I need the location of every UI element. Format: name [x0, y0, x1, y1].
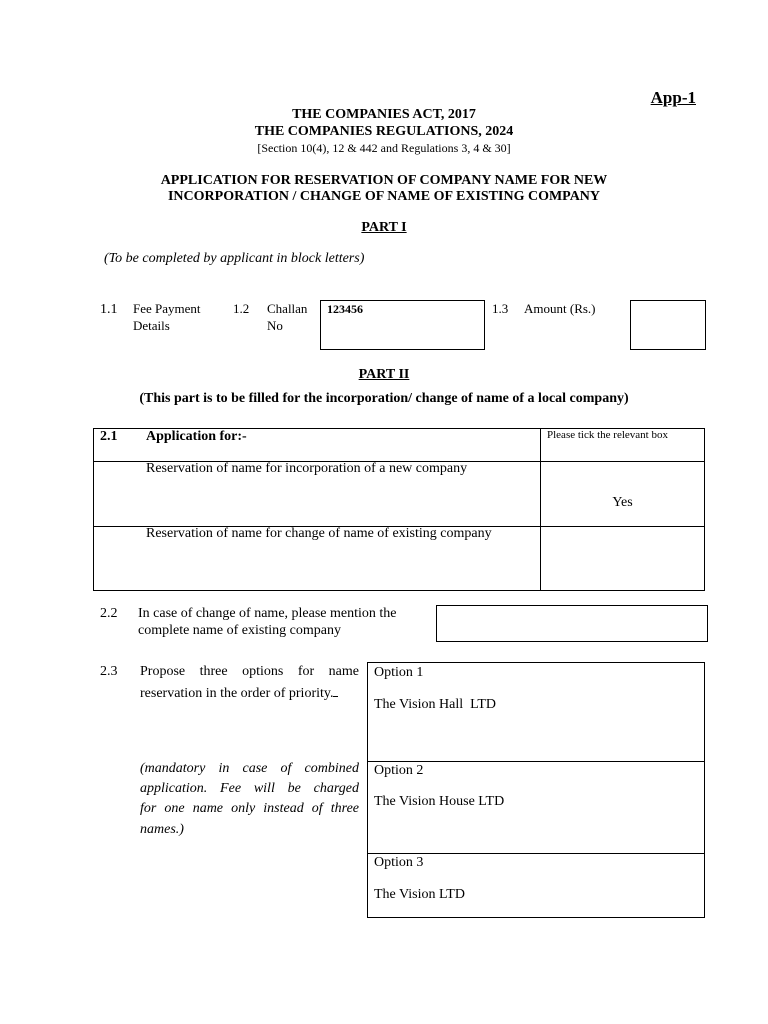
option-3-value: The Vision LTD: [374, 887, 465, 902]
fee-section-number: 1.1: [100, 302, 118, 317]
options-number: 2.3: [100, 664, 118, 679]
option-1-value: The Vision Hall LTD: [374, 697, 497, 712]
amount-field[interactable]: [630, 300, 706, 350]
existing-name-label-1: In case of change of name, please mention the: [138, 606, 397, 621]
new-incorporation-tick-box[interactable]: [541, 462, 704, 526]
amount-section-number: 1.3: [492, 301, 509, 316]
options-label-2-underscore: [333, 684, 338, 697]
new-incorporation-value: Yes: [612, 495, 633, 510]
part2-heading: PART II: [358, 367, 410, 382]
options-note-3: for one name only instead of three: [140, 801, 359, 816]
regulations-title: THE COMPANIES REGULATIONS, 2024: [254, 124, 514, 139]
act-title: THE COMPANIES ACT, 2017: [292, 107, 476, 122]
form-title-line1: APPLICATION FOR RESERVATION OF COMPANY NAME FOR NEW: [160, 173, 608, 188]
option-1-label: Option 1: [374, 665, 424, 680]
challan-label-2: No: [267, 318, 283, 333]
options-note-1: (mandatory in case of combined: [140, 761, 359, 776]
new-incorporation-label: Reservation of name for incorporation of a new company: [146, 461, 468, 476]
existing-name-label-2: complete name of existing company: [138, 623, 341, 638]
option-3-label: Option 3: [374, 855, 424, 870]
challan-number-value: 123456: [327, 302, 363, 316]
options-label-1: Propose three options for name: [140, 664, 359, 679]
fee-payment-label-2: Details: [133, 318, 170, 333]
change-of-name-label: Reservation of name for change of name of existing company: [146, 526, 492, 541]
option-1-box[interactable]: [367, 662, 705, 762]
section-reference: [Section 10(4), 12 & 442 and Regulations 3, 4 & 30]: [257, 141, 511, 155]
existing-company-name-field[interactable]: [436, 605, 708, 642]
application-for-number: 2.1: [100, 429, 118, 444]
options-label-2-text: reservation in the order of priority.: [140, 686, 334, 701]
part1-heading: PART I: [361, 220, 407, 235]
form-title-line2: INCORPORATION / CHANGE OF NAME OF EXISTING COMPANY: [167, 189, 601, 204]
option-2-value: The Vision House LTD: [374, 794, 505, 809]
existing-name-number: 2.2: [100, 606, 118, 621]
part2-subheading: (This part is to be filled for the incorporation/ change of name of a local company): [139, 391, 629, 406]
option-2-label: Option 2: [374, 763, 424, 778]
part1-instruction: (To be completed by applicant in block letters): [104, 251, 365, 266]
challan-section-number: 1.2: [233, 301, 250, 316]
change-of-name-tick-box[interactable]: [541, 527, 704, 590]
form-code: App-1: [650, 88, 696, 107]
option-2-box[interactable]: [367, 761, 705, 854]
option-3-box[interactable]: [367, 853, 705, 918]
tick-hint: Please tick the relevant box: [547, 429, 668, 441]
options-label-2: [140, 684, 338, 702]
application-for-label: Application for:-: [146, 429, 247, 444]
challan-number-field[interactable]: [320, 300, 485, 350]
options-note-2: application. Fee will be charged: [140, 781, 359, 796]
application-for-table: [93, 428, 705, 591]
challan-label-1: Challan: [267, 301, 308, 316]
options-note-4: names.): [140, 822, 184, 837]
amount-label: Amount (Rs.): [524, 301, 596, 316]
fee-payment-label-1: Fee Payment: [133, 301, 201, 316]
